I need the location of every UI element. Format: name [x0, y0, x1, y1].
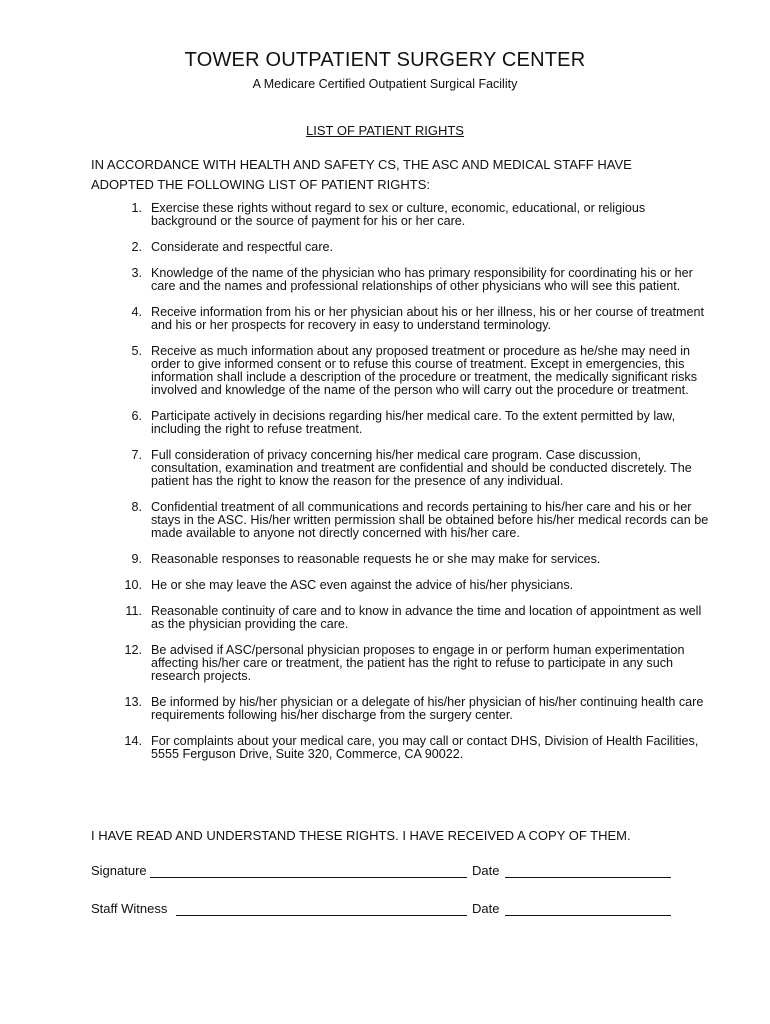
right-item-5	[91, 345, 709, 397]
right-item-2	[91, 241, 709, 254]
right-text: Exercise these rights without regard to sex or culture, economic, educational, or religious background or the source of payment for his or her care.	[151, 201, 646, 228]
facility-title: TOWER OUTPATIENT SURGERY CENTER	[184, 49, 586, 71]
right-item-3	[91, 267, 709, 293]
right-item-8	[91, 501, 709, 540]
right-text: Reasonable responses to reasonable requests he or she may make for services.	[151, 552, 601, 566]
right-text: Receive information from his or her physician about his or her illness, his or her course of treatment and his or her prospects for recovery in easy to understand terminology.	[151, 305, 704, 332]
right-number: 4.	[131, 305, 142, 319]
right-item-11	[91, 605, 709, 631]
right-text: Receive as much information about any proposed treatment or procedure as he/she may need in order to give informed consent or to refuse this course of treatment. Except in emergencies, this information shall include a description of the procedure or treatment, the medically significant risks involved and knowledge of the name of the person who will carry out the procedure or treatment.	[151, 344, 697, 397]
right-item-1	[91, 202, 709, 228]
witness-label: Staff Witness	[91, 901, 168, 916]
right-number: 6.	[131, 409, 142, 423]
right-text: Participate actively in decisions regarding his/her medical care. To the extent permitted by law, including the right to refuse treatment.	[151, 409, 676, 436]
right-item-12	[91, 644, 709, 683]
right-number: 14.	[124, 734, 142, 748]
right-text: Confidential treatment of all communications and records pertaining to his/her care and his or her stays in the ASC. His/her written permission shall be obtained before his/her medical records can be made available to anyone not directly concerned with his/her care.	[151, 500, 709, 540]
right-item-4	[91, 306, 709, 332]
signature-date-line[interactable]	[505, 877, 671, 878]
right-number: 9.	[131, 552, 142, 566]
right-item-10	[91, 579, 709, 592]
right-item-14	[91, 735, 709, 761]
right-number: 13.	[124, 695, 142, 709]
right-text: He or she may leave the ASC even against the advice of his/her physicians.	[151, 578, 574, 592]
right-number: 3.	[131, 266, 142, 280]
right-text: Reasonable continuity of care and to know in advance the time and location of appointment as well as the physician providing the care.	[151, 604, 702, 631]
right-number: 2.	[131, 240, 142, 254]
intro-paragraph: IN ACCORDANCE WITH HEALTH AND SAFETY CS, THE ASC AND MEDICAL STAFF HAVE ADOPTED THE FOLLOWING LIST OF PATIENT RIGHTS:	[91, 157, 632, 192]
right-text: Full consideration of privacy concerning his/her medical care program. Case discussion, consultation, examination and treatment are confidential and should be conducted discretely. The patient has the right to know the reason for the presence of any individual.	[151, 448, 692, 488]
right-item-6	[91, 410, 709, 436]
witness-date-line[interactable]	[505, 915, 671, 916]
right-text: Be informed by his/her physician or a delegate of his/her physician of his/her continuing health care requirements following his/her discharge from the surgery center.	[151, 695, 704, 722]
right-text: Be advised if ASC/personal physician proposes to engage in or perform human experimentation affecting his/her care or treatment, the patient has the right to refuse to participate in any such research projects.	[151, 643, 685, 683]
acknowledgement-statement: I HAVE READ AND UNDERSTAND THESE RIGHTS. I HAVE RECEIVED A COPY OF THEM.	[91, 828, 631, 843]
section-heading: LIST OF PATIENT RIGHTS	[306, 123, 464, 138]
right-number: 12.	[124, 643, 142, 657]
facility-subtitle: A Medicare Certified Outpatient Surgical Facility	[252, 77, 518, 91]
witness-row	[91, 901, 691, 919]
signature-line[interactable]	[150, 877, 467, 878]
right-item-7	[91, 449, 709, 488]
right-number: 5.	[131, 344, 142, 358]
signature-row	[91, 863, 691, 881]
right-item-13	[91, 696, 709, 722]
right-text: For complaints about your medical care, you may call or contact DHS, Division of Health Facilities, 5555 Ferguson Drive, Suite 320, Commerce, CA 90022.	[151, 734, 699, 761]
right-text: Knowledge of the name of the physician who has primary responsibility for coordinating his or her care and the names and professional relationships of other physicians who will see this patient.	[151, 266, 693, 293]
witness-signature-line[interactable]	[176, 915, 467, 916]
right-number: 11.	[125, 604, 142, 618]
witness-date-label: Date	[472, 901, 500, 916]
right-number: 1.	[131, 201, 142, 215]
right-number: 10.	[124, 578, 142, 592]
patient-rights-list	[91, 202, 709, 774]
signature-label: Signature	[91, 863, 147, 878]
right-number: 8.	[131, 500, 142, 514]
signature-date-label: Date	[472, 863, 500, 878]
right-text: Considerate and respectful care.	[151, 240, 334, 254]
right-item-9	[91, 553, 709, 566]
right-number: 7.	[131, 448, 142, 462]
